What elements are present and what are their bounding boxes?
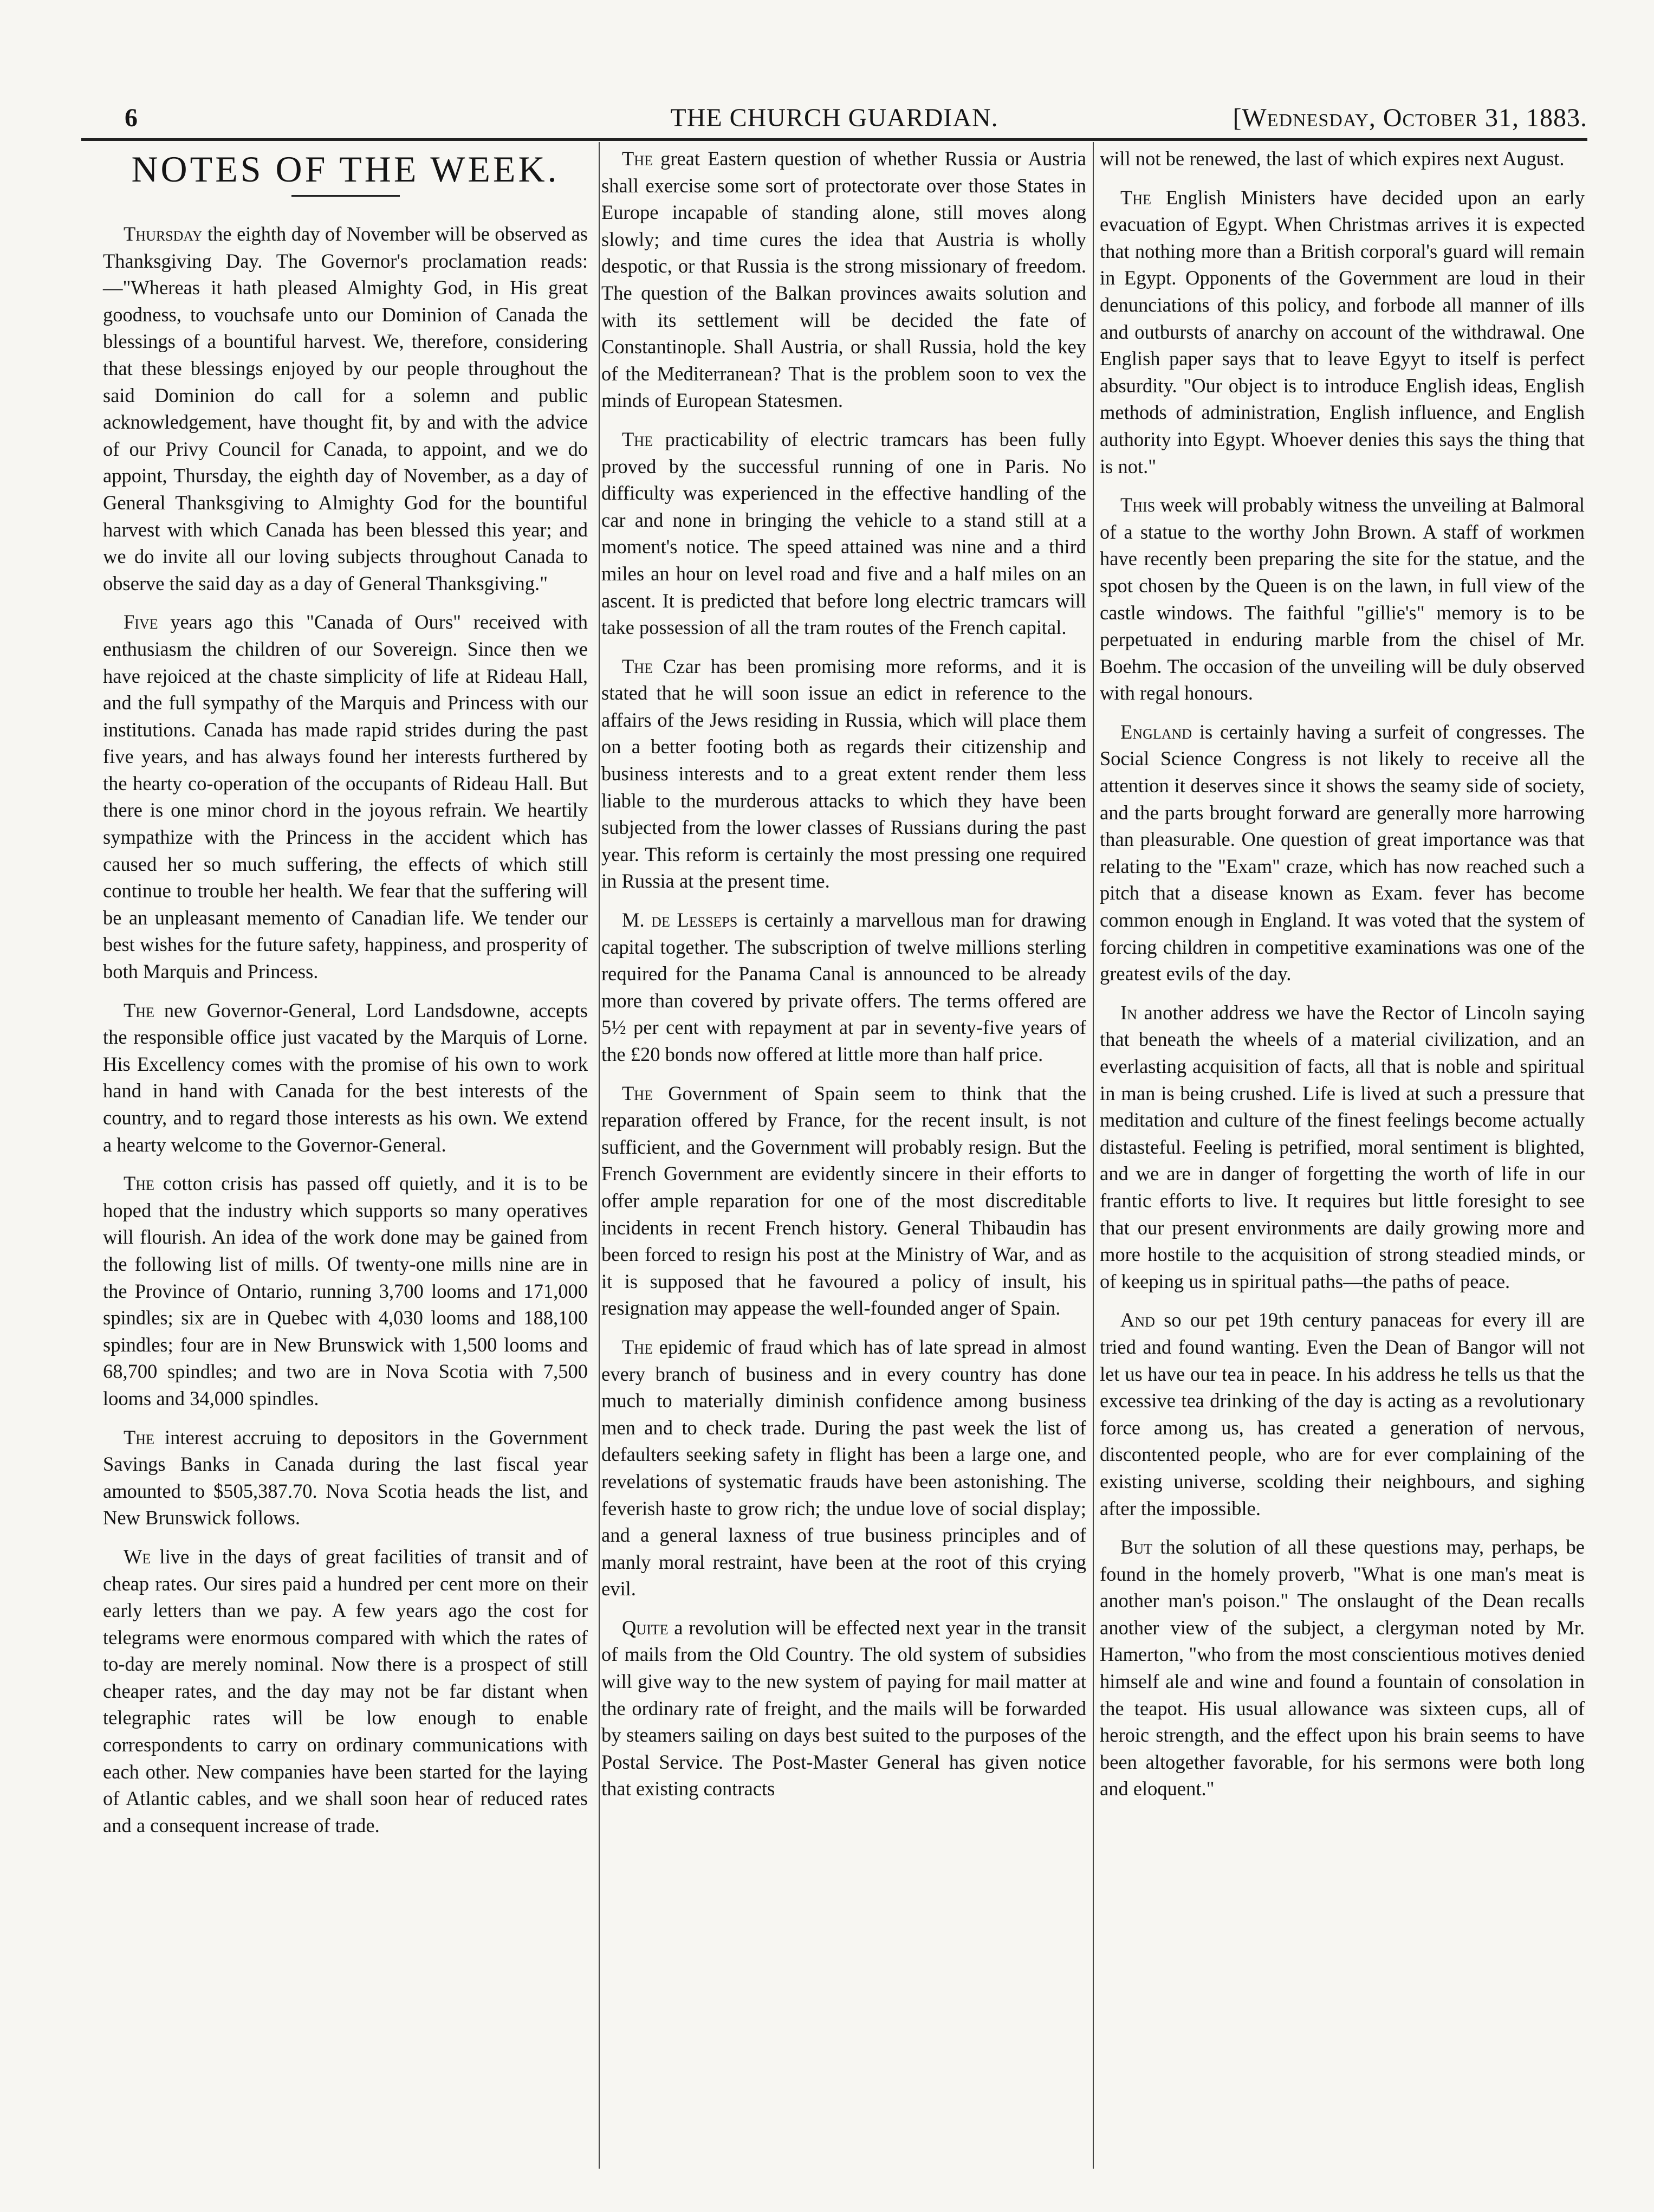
paragraph-text: live in the days of great facilities of transit and of cheap rates. Our sires paid a hundred per cent more on their early letters than we pay. A few years ago the cost for telegrams were enormous compared with which the rates of to-day are merely nominal. Now there is a prospect of still cheaper rates, and the day may not be far distant when telegraphic rates will be low enough to enable correspondents to carry on ordinary communications with each other. New companies have been started for the laying of Atlantic cables, and we shall soon hear of reduced rates and a consequent increase of trade. <box>103 1545 588 1836</box>
paragraph-text: a revolution will be effected next year in the transit of mails from the Old Country. The old system of subsidies will give way to the new system of paying for mail matter at the ordinary rate of freight, and the mails will be forwarded by steamers sailing on days best suited to the purposes of the Postal Service. The Post-Master General has given notice that existing contracts <box>601 1616 1086 1800</box>
heading-rule <box>291 195 400 197</box>
paragraph-lead-word: The <box>124 1426 154 1448</box>
paragraph-text: is certainly a marvellous man for drawing capital together. The subscription of twelve millions sterling required for the Panama Canal is announced to be already more than covered by private offers. The terms offered are 5½ per cent with repayment at par in seventy-five years of the £20 bonds now offered at little more than half price. <box>601 909 1087 1065</box>
paragraph-text: interest accruing to depositors in the Government Savings Banks in Canada during the last fiscal year amounted to $505,387.70. Nova Scotia heads the list, and New Brunswick follows. <box>103 1426 588 1529</box>
paragraph-text: Czar has been promising more reforms, and it is stated that he will soon issue an edict in reference to the affairs of the Jews residing in Russia, which will place them on a better footing both as regards their citizenship and business interests and to a great extent render them less liable to the murderous attacks to which they have been subjected from the lower classes of Russians during the past year. This reform is certainly the most pressing one required in Russia at the present time. <box>601 655 1086 892</box>
paragraph-text: epidemic of fraud which has of late spread in almost every branch of business and in every country has done much to materially diminish confidence among business men and to check trade. During the past week the list of defaulters seeking safety in flight has been a large one, and revelations of systematic frauds have been astonishing. The feverish haste to grow rich; the undue love of social display; and a general laxness of true business principles and of manly moral restraint, have been at the root of this crying evil. <box>601 1335 1086 1600</box>
article-paragraph <box>601 1080 1086 1322</box>
article-paragraph <box>1100 491 1585 707</box>
column-2 <box>601 145 1086 1814</box>
article-paragraph <box>601 145 1086 414</box>
paragraph-lead-word: The <box>622 428 653 450</box>
article-paragraph <box>103 997 588 1159</box>
article-paragraph <box>103 1424 588 1531</box>
column-1 <box>103 145 588 1851</box>
paragraph-lead-word: But <box>1120 1536 1153 1558</box>
paragraph-lead-word: Five <box>124 611 158 633</box>
paragraph-lead-word: The <box>622 1082 653 1104</box>
paragraph-lead-word: Thursday <box>124 223 203 245</box>
masthead <box>81 103 1587 135</box>
article-paragraph <box>103 221 588 597</box>
paragraph-lead-word: The <box>1120 186 1151 209</box>
paragraph-text: the solution of all these questions may, perhaps, be found in the homely proverb, "What is one man's meat is another man's poison." The onslaught of the Dean recalls another view of the subject, a clergyman noted by Mr. Hamerton, "who from the most conscientious motives denied himself ale and wine and found a fountain of consolation in the teapot. His usual allowance was sixteen cups, all of heroic strength, and the effect upon his brain seems to have been altogether favorable, for his sermons were both long and eloquent." <box>1100 1536 1585 1800</box>
article-paragraph <box>103 1170 588 1412</box>
article-paragraph <box>601 907 1086 1068</box>
paragraph-lead-word: This <box>1120 494 1156 516</box>
article-paragraph <box>1100 1534 1585 1802</box>
paragraph-lead-word: We <box>124 1545 151 1568</box>
masthead-rule <box>81 138 1587 141</box>
paragraph-lead-word: The <box>124 1172 154 1195</box>
paragraph-lead-word: The <box>622 1335 653 1358</box>
column-divider <box>599 142 600 2169</box>
paragraph-text: new Governor-General, Lord Landsdowne, accepts the responsible office just vacated by the Marquis of Lorne. His Excellency comes with the promise of his own to work hand in hand with Canada for the best interests of the country, and to regard those interests as his own. We extend a hearty welcome to the Governor-General. <box>103 999 588 1156</box>
paragraph-text: Government of Spain seem to think that the reparation offered by France, for the recent insult, is not sufficient, and the Government will probably resign. But the French Government are evidently sincere in their efforts to offer ample reparation for one of the most discreditable incidents in recent French history. General Thibaudin has been forced to resign his post at the Ministry of War, and as it is supposed that he favoured a policy of insult, his resignation may appease the well-founded anger of Spain. <box>601 1082 1086 1320</box>
paragraph-text: cotton crisis has passed off quietly, and it is to be hoped that the industry which supports so many operatives will flourish. An idea of the work done may be gained from the following list of mills. Of twenty-one mills nine are in the Province of Ontario, running 3,700 looms and 171,000 spindles; six are in Quebec with 4,030 looms and 188,100 spindles; four are in New Brunswick with 1,500 looms and 68,700 spindles; and two are in Nova Scotia with 7,500 looms and 34,000 spindles. <box>103 1172 588 1409</box>
paragraph-lead-word: And <box>1120 1309 1155 1331</box>
article-paragraph <box>601 1614 1086 1802</box>
issue-date: [Wednesday, October 31, 1883. <box>1233 104 1587 132</box>
paragraph-text: the eighth day of November will be observed as Thanksgiving Day. The Governor's proclamation reads:—"Whereas it hath pleased Almighty God, in His great goodness, to vouchsafe unto our Dominion of Canada the blessings of a bountiful harvest. We, therefore, considering that these blessings enjoyed by our people throughout the said Dominion do call for a solemn and public acknowledgement, have thought fit, by and with the advice of our Privy Council for Canada, to appoint, and we do appoint, Thursday, the eighth day of November, as a day of General Thanksgiving to Almighty God for the bountiful harvest with which Canada has been blessed this year; and we do invite all our loving subjects throughout Canada to observe the said day as a day of General Thanksgiving." <box>103 223 588 594</box>
article-paragraph <box>103 1543 588 1839</box>
paragraph-lead-word: The <box>124 999 154 1021</box>
paragraph-lead-word: The <box>622 655 653 677</box>
paragraph-text: so our pet 19th century panaceas for every ill are tried and found wanting. Even the Dean of Bangor will not let us have our tea in peace. In his address he tells us that the excessive tea drinking of the day is acting as a revolutionary force among us, has created a generation of nervous, discontented people, who are for ever complaining of the existing universe, scolding their neighbours, and sighing after the impossible. <box>1100 1309 1585 1519</box>
article-paragraph <box>1100 184 1585 480</box>
article-paragraph <box>1100 1306 1585 1522</box>
article-paragraph <box>1100 999 1585 1295</box>
article-paragraph <box>103 609 588 985</box>
column-divider <box>1093 142 1094 2169</box>
paragraph-text: great Eastern question of whether Russia or Austria shall exercise some sort of protectorate over those States in Europe incapable of standing alone, still moves along slowly; and time cures the idea that Austria is wholly despotic, or that Russia is the strong missionary of freedom. The question of the Balkan provinces awaits solution and with its settlement will be decided the fate of Constantinople. Shall Austria, or shall Russia, hold the key of the Mediterranean? That is the problem soon to vex the minds of European Statesmen. <box>601 147 1086 412</box>
column-3 <box>1100 145 1585 1814</box>
newspaper-title: THE CHURCH GUARDIAN. <box>670 104 998 132</box>
paragraph-lead-word: M. de Lesseps <box>622 909 738 932</box>
article-paragraph <box>601 653 1086 895</box>
paragraph-lead-word: The <box>622 147 653 170</box>
paragraph-text: will not be renewed, the last of which expires next August. <box>1100 147 1565 170</box>
paragraph-text: week will probably witness the unveiling at Balmoral of a statue to the worthy John Brown. A staff of workmen have recently been preparing the site for the statue, and the spot chosen by the Queen is on the lawn, in full view of the castle windows. The faithful "gillie's" memory is to be perpetuated in enduring marble from the chisel of Mr. Boehm. The occasion of the unveiling will be duly observed with regal honours. <box>1100 494 1585 704</box>
article-paragraph <box>1100 719 1585 987</box>
paragraph-text: another address we have the Rector of Lincoln saying that beneath the wheels of a material civilization, and an everlasting acquisition of facts, all that is noble and spiritual in man is being crushed. Life is lived at such a pressure that meditation and culture of the finest feelings become actually distasteful. Feeling is petrified, moral sentiment is blighted, and we are in danger of forgetting the worth of life in our frantic efforts to live. It requires but little foresight to see that our present environments are daily growing more and more hostile to the acquisition of strong steadied minds, or of keeping us in spiritual paths—the paths of peace. <box>1100 1001 1585 1292</box>
paragraph-text: practicability of electric tramcars has been fully proved by the successful running of one in Paris. No difficulty was experienced in the effective handling of the car and none in bringing the vehicle to a stand still at a moment's notice. The speed attained was nine and a third miles an hour on level road and five and a half miles on an ascent. It is predicted that before long electric tramcars will take possession of all the tram routes of the French capital. <box>601 428 1086 639</box>
paragraph-lead-word: England <box>1120 720 1192 743</box>
paragraph-lead-word: In <box>1120 1001 1137 1024</box>
paragraph-text: is certainly having a surfeit of congresses. The Social Science Congress is not likely to receive all the attention it deserves since it shows the seamy side of society, and the parts brought forward are generally more harrowing than pleasurable. One question of great importance was that relating to the "Exam" craze, which has now reached such a pitch that a disease known as Exam. fever has become common enough in England. It was voted that the system of forcing children in competitive examinations was one of the greatest evils of the day. <box>1100 720 1585 985</box>
section-heading: NOTES OF THE WEEK. <box>131 148 560 190</box>
paragraph-text: English Ministers have decided upon an early evacuation of Egypt. When Christmas arrives it is expected that nothing more than a British corporal's guard will remain in Egypt. Opponents of the Government are loud in their denunciations of this policy, and forbode all manner of ills and outbursts of anarchy on account of the withdrawal. One English paper says that to leave Egyyt to itself is perfect absurdity. "Our object is to introduce English ideas, English methods of administration, English influence, and English authority into Egypt. Whoever denies this says the thing that is not." <box>1100 186 1585 477</box>
article-paragraph <box>1100 145 1585 172</box>
paragraph-lead-word: Quite <box>622 1616 669 1639</box>
page-number: 6 <box>125 104 138 132</box>
paragraph-text: years ago this "Canada of Ours" received with enthusiasm the children of our Sovereign. Since then we have rejoiced at the chaste simplicity of life at Rideau Hall, and the full sympathy of the Marquis and Princess with our institutions. Canada has made rapid strides during the past five years, and has always found her interests furthered by the hearty co-operation of the occupants of Rideau Hall. But there is one minor chord in the joyous refrain. We heartily sympathize with the Princess in the accident which has caused her so much suffering, the effects of which still continue to trouble her health. We fear that the suffering will be an unpleasant memento of Canadian life. We tender our best wishes for the future safety, happiness, and prosperity of both Marquis and Princess. <box>103 611 588 983</box>
article-paragraph <box>601 426 1086 641</box>
article-paragraph <box>601 1334 1086 1602</box>
